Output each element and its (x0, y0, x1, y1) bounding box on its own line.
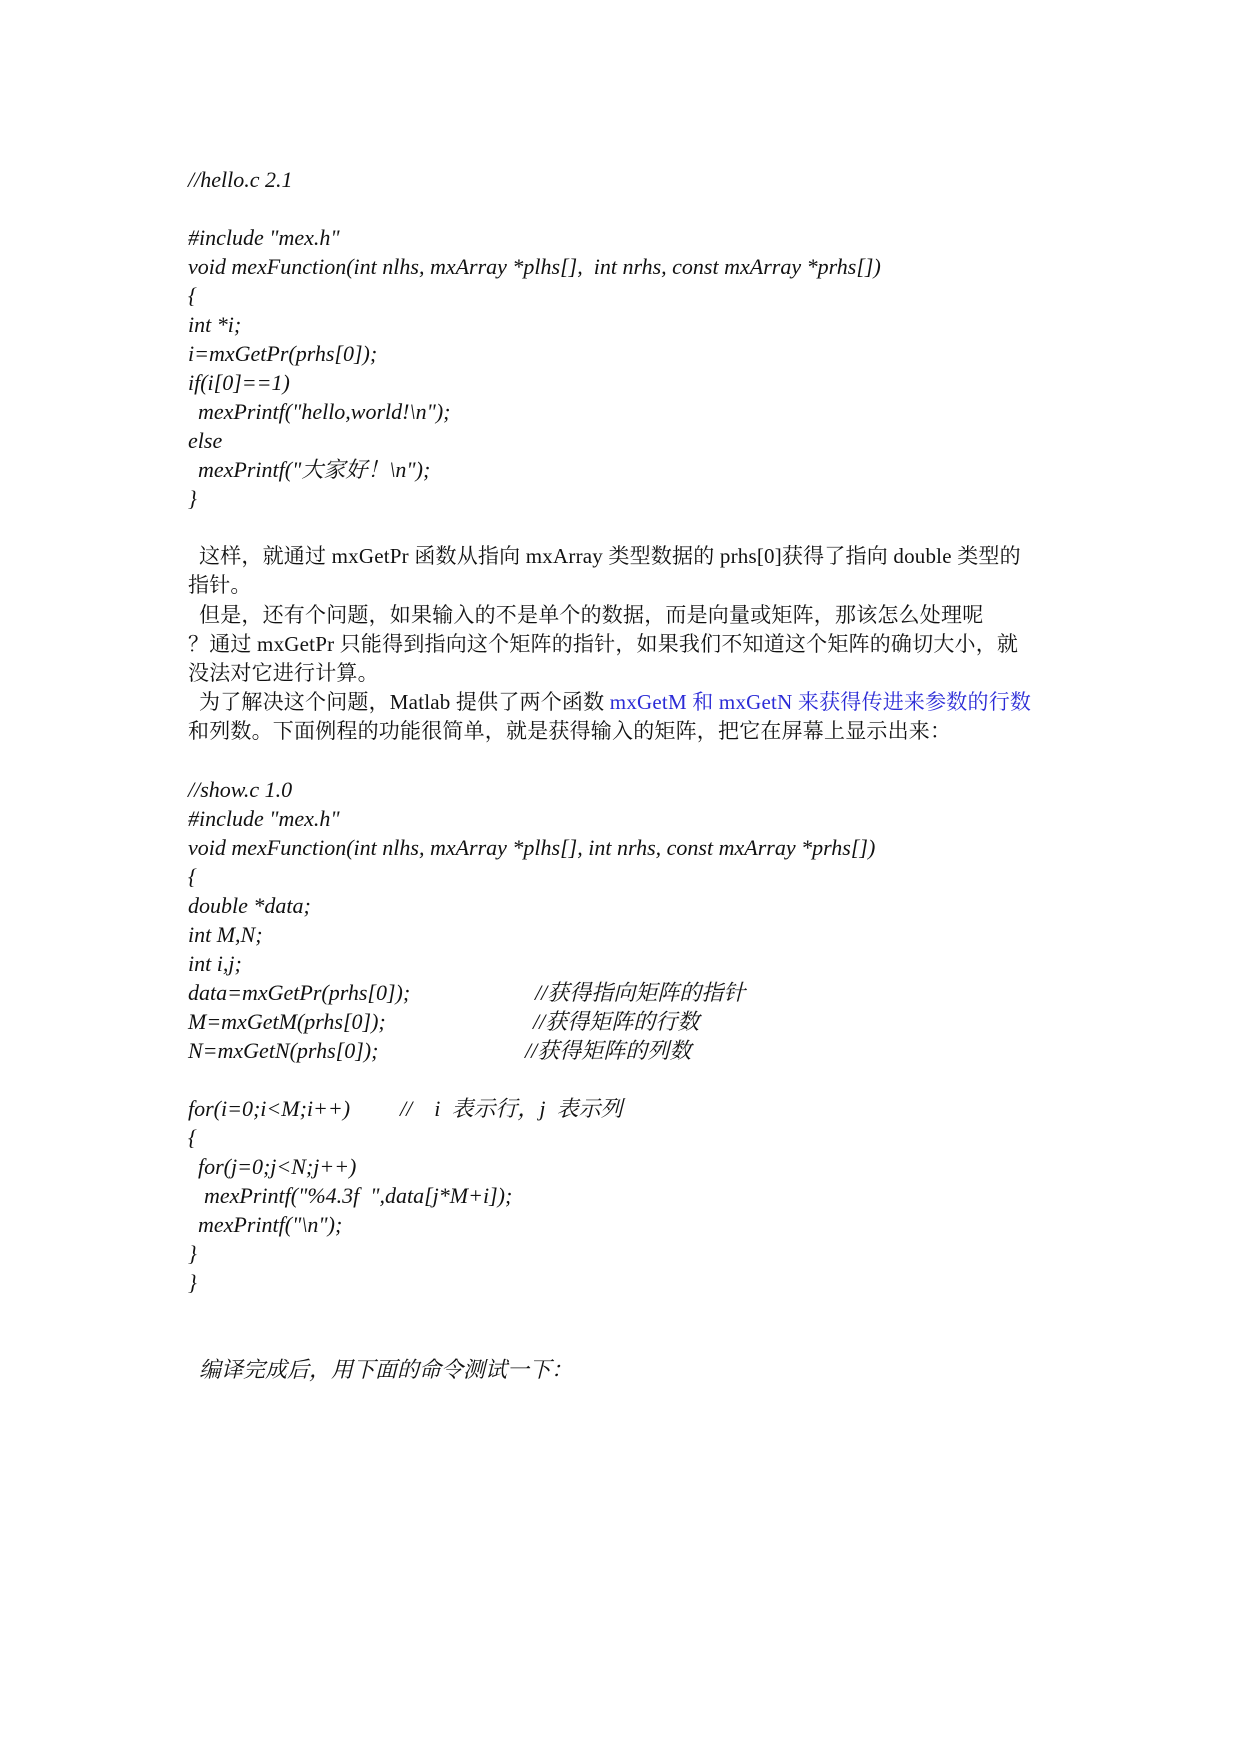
code2-comment-show: //show.c 1.0 (188, 777, 293, 802)
code2-decl-ij: int i,j; (188, 951, 242, 976)
code-if: if(i[0]==1) (188, 370, 290, 395)
paragraph-3-line-2: 和列数。下面例程的功能很简单，就是获得输入的矩阵，把它在屏幕上显示出来： (188, 719, 952, 743)
code2-comment-n: //获得矩阵的列数 (525, 1038, 692, 1063)
code-brace-close: } (188, 486, 197, 511)
code2-printf-value: mexPrintf("%4.3f ",data[j*M+i]); (204, 1183, 513, 1208)
paragraph-1-line-1: 这样，就通过 mxGetPr 函数从指向 mxArray 类型数据的 prhs[0]获得了指向 double 类型的 (199, 544, 1021, 568)
paragraph-3-text: 为了解决这个问题，Matlab 提供了两个函数 (199, 690, 610, 714)
code2-decl-data: double *data; (188, 893, 311, 918)
code-decl-int: int *i; (188, 312, 242, 337)
code2-for-inner: for(j=0;j<N;j++) (198, 1154, 357, 1179)
code2-comment-data: //获得指向矩阵的指针 (535, 980, 746, 1005)
code-include: #include "mex.h" (188, 225, 340, 250)
code2-brace-close-2: } (188, 1241, 197, 1266)
paragraph-1-line-2: 指针。 (188, 573, 252, 597)
code2-comment-m: //获得矩阵的行数 (533, 1009, 700, 1034)
code2-function-signature: void mexFunction(int nlhs, mxArray *plhs[], int nrhs, const mxArray *prhs[]) (188, 835, 876, 860)
code2-assign-n: N=mxGetN(prhs[0]); (188, 1038, 379, 1063)
code2-assign-m: M=mxGetM(prhs[0]); (188, 1009, 386, 1034)
closing-instruction: 编译完成后，用下面的命令测试一下： (199, 1357, 574, 1382)
code2-include: #include "mex.h" (188, 806, 340, 831)
code2-comment-for: // i 表示行，j 表示列 (400, 1096, 623, 1121)
paragraph-3-line-1 (199, 688, 1031, 716)
code-printf-hello: mexPrintf("hello,world!\n"); (198, 399, 451, 424)
code2-brace-close-outer: } (188, 1270, 197, 1295)
paragraph-2-line-2: ？通过 mxGetPr 只能得到指向这个矩阵的指针，如果我们不知道这个矩阵的确切大小，就 (188, 632, 1019, 656)
paragraph-2-line-3: 没法对它进行计算。 (188, 661, 379, 685)
function-names-link[interactable]: mxGetM 和 mxGetN 来获得传进来参数的行数 (609, 690, 1032, 714)
code-function-signature: void mexFunction(int nlhs, mxArray *plhs[], int nrhs, const mxArray *prhs[]) (188, 254, 881, 279)
code2-brace-open-2: { (188, 1125, 197, 1150)
code-printf-chinese: mexPrintf("大家好！\n"); (198, 457, 431, 482)
code-assign-getpr: i=mxGetPr(prhs[0]); (188, 341, 378, 366)
code-brace-open: { (188, 283, 197, 308)
code-else: else (188, 428, 223, 453)
code2-decl-mn: int M,N; (188, 922, 263, 947)
code-comment-hello: //hello.c 2.1 (188, 167, 293, 192)
code2-brace-open: { (188, 864, 197, 889)
code2-for-outer: for(i=0;i<M;i++) (188, 1096, 351, 1121)
code2-assign-data: data=mxGetPr(prhs[0]); (188, 980, 411, 1005)
paragraph-2-line-1: 但是，还有个问题，如果输入的不是单个的数据，而是向量或矩阵，那该怎么处理呢 (199, 603, 984, 627)
code2-printf-newline: mexPrintf("\n"); (198, 1212, 343, 1237)
